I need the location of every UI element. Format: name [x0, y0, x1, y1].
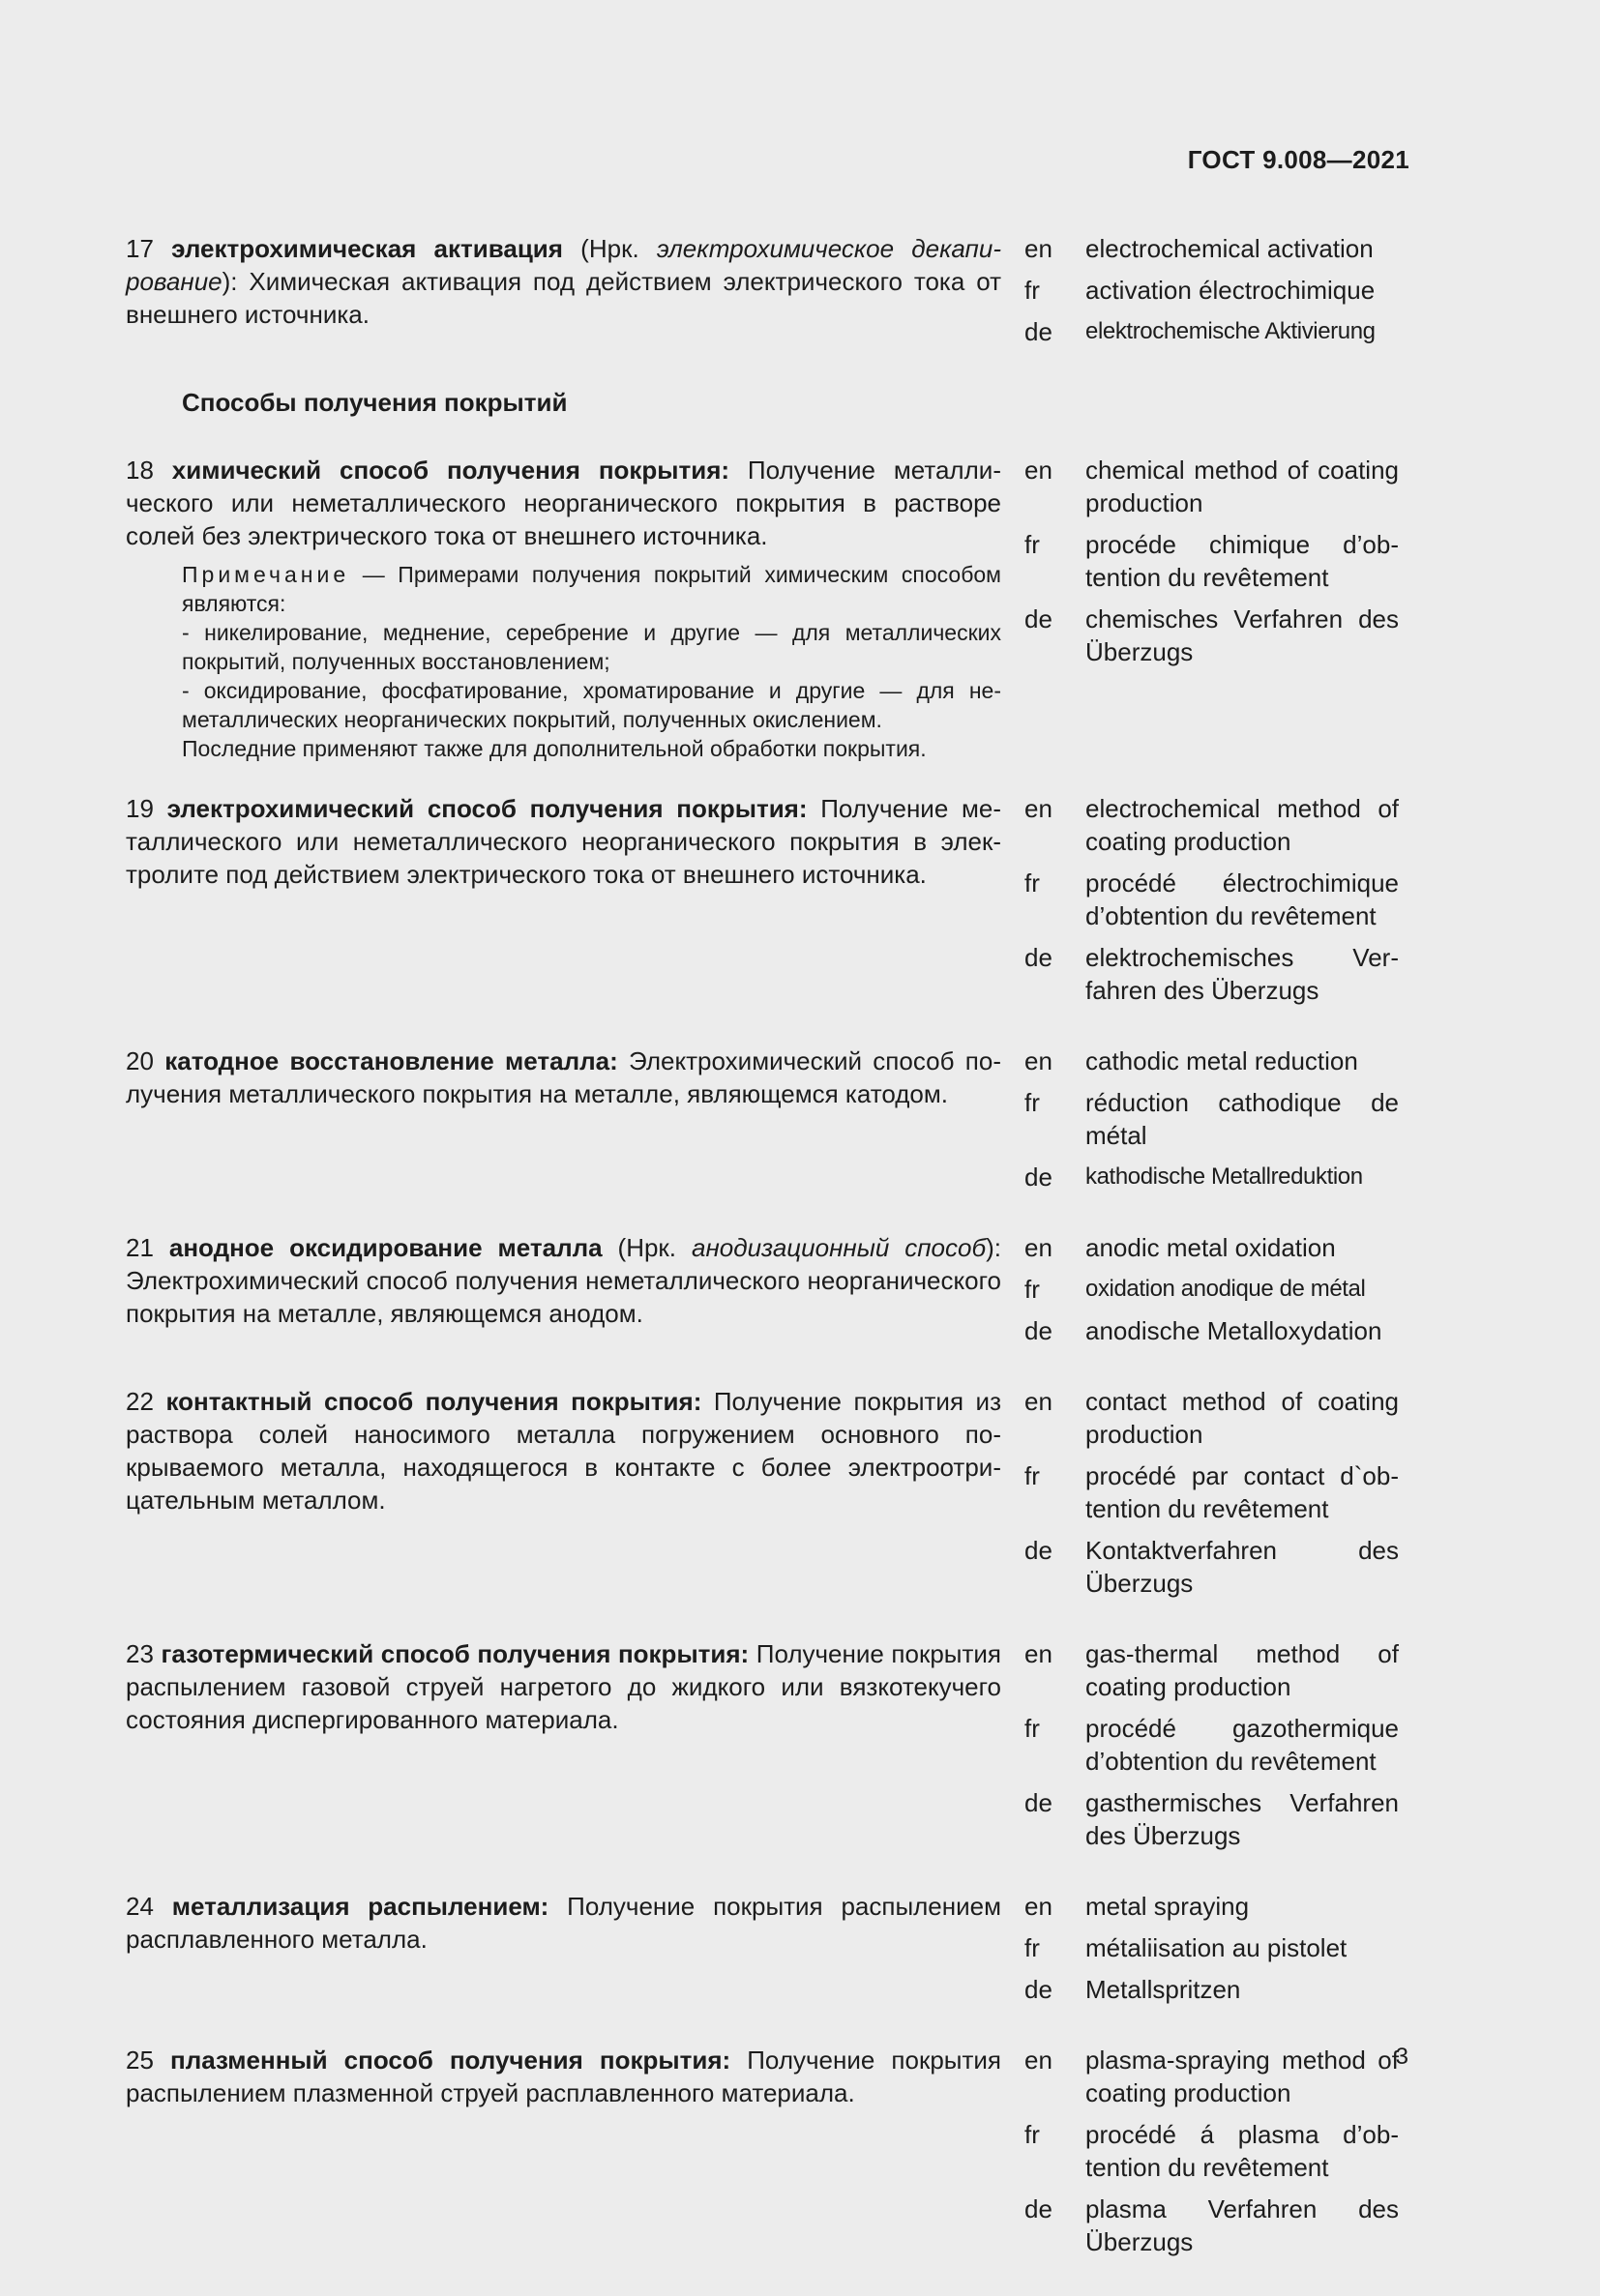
term-fr: oxidation anodique de métal — [1085, 1276, 1366, 1302]
term-translations — [1024, 454, 1399, 677]
term-en: contact method of coating production — [1085, 1387, 1399, 1449]
term-translations — [1024, 792, 1399, 1016]
term-ru-text — [126, 454, 1001, 763]
term-fr: procédé á plasma d’obtention du revêtement — [1085, 2120, 1399, 2182]
translation-de — [1024, 1161, 1399, 1193]
term-number: 24 — [126, 1892, 154, 1921]
term-name: контактный способ получения покрытия: — [165, 1387, 702, 1416]
term-name: металлизация распылением: — [171, 1892, 549, 1921]
term-fr: procéde chimique d’obtention du revêtement — [1085, 530, 1399, 592]
term-synonym: анодизационный способ — [691, 1233, 987, 1262]
translation-en — [1024, 792, 1399, 858]
translation-fr — [1024, 1459, 1399, 1525]
lang-code-de: de — [1024, 943, 1052, 972]
term-entry-20 — [126, 1045, 1399, 1202]
term-entry-21 — [126, 1231, 1399, 1356]
lang-code-de: de — [1024, 2194, 1052, 2223]
translation-fr — [1024, 1931, 1399, 1964]
lang-code-en: en — [1024, 456, 1052, 485]
translation-de — [1024, 603, 1399, 668]
lang-code-en: en — [1024, 234, 1052, 263]
lang-code-de: de — [1024, 1163, 1052, 1192]
term-translations — [1024, 1231, 1399, 1356]
term-fr: procédé gazothermique d’obtention du revêtement — [1085, 1714, 1399, 1776]
term-ru-text — [126, 1231, 1001, 1330]
lang-code-fr: fr — [1024, 276, 1040, 305]
term-de: chemisches Verfahren des Überzugs — [1085, 604, 1399, 666]
lang-code-en: en — [1024, 1387, 1052, 1416]
term-translations — [1024, 2044, 1399, 2267]
term-synonym: электрохимическое декапирование — [126, 234, 1001, 296]
term-entry-19 — [126, 792, 1399, 1016]
term-name: плазменный способ получения покрытия: — [170, 2046, 731, 2075]
translation-fr — [1024, 1086, 1399, 1152]
term-en: cathodic metal reduction — [1085, 1046, 1358, 1075]
translation-fr — [1024, 2118, 1399, 2184]
note-item: - никелирование, меднение, серебрение и другие — для металлических покрытий, полученных восстановлением; — [182, 620, 1001, 674]
translation-fr — [1024, 1712, 1399, 1778]
lang-code-de: de — [1024, 1536, 1052, 1565]
term-number: 25 — [126, 2046, 154, 2075]
term-ru-text — [126, 232, 1001, 331]
lang-code-de: de — [1024, 604, 1052, 633]
translation-en — [1024, 232, 1399, 265]
term-fr: réduction cathodique de métal — [1085, 1088, 1399, 1150]
translation-en — [1024, 1637, 1399, 1703]
term-definition: Получение покрытия распылением расплавленного металла. — [126, 1892, 1001, 1954]
term-en: electrochemical method of coating production — [1085, 794, 1399, 856]
term-number: 17 — [126, 234, 154, 263]
term-definition: Получение покрытия распылением газовой струей нагретого до жидкого или вязкотекучего состояния диспергированного материала. — [126, 1639, 1001, 1734]
term-translations — [1024, 1637, 1399, 1861]
term-translations — [1024, 1045, 1399, 1202]
term-ru-text — [126, 792, 1001, 891]
lang-code-de: de — [1024, 1975, 1052, 2004]
lang-code-fr: fr — [1024, 1461, 1040, 1490]
lang-code-fr: fr — [1024, 1275, 1040, 1304]
term-number: 18 — [126, 456, 154, 485]
lang-code-de: de — [1024, 1316, 1052, 1345]
term-definition: Получение покрытия из раствора солей наносимого металла погружением основного покрываемого металла, находящегося в контакте с более электроотрицательным металлом. — [126, 1387, 1001, 1515]
lang-code-en: en — [1024, 1892, 1052, 1921]
term-number: 23 — [126, 1639, 154, 1668]
term-de: anodische Metalloxydation — [1085, 1316, 1382, 1345]
term-name: электрохимический способ получения покрытия: — [166, 794, 808, 823]
term-translations — [1024, 1890, 1399, 2015]
lang-code-fr: fr — [1024, 1088, 1040, 1117]
section-title: Способы получения покрытий — [182, 388, 568, 417]
note-item: Последние применяют также для дополнительной обработки покрытия. — [182, 736, 927, 761]
term-en: plasma-spraying method of coating production — [1085, 2046, 1399, 2107]
translation-en — [1024, 1890, 1399, 1923]
translation-de — [1024, 1973, 1399, 2006]
term-en: metal spraying — [1085, 1892, 1250, 1921]
term-entry-18 — [126, 454, 1399, 763]
term-number: 22 — [126, 1387, 154, 1416]
translation-fr — [1024, 867, 1399, 932]
translation-fr — [1024, 1273, 1399, 1306]
lang-code-fr: fr — [1024, 1933, 1040, 1962]
note-label: Примечание — [182, 562, 350, 587]
lang-code-en: en — [1024, 2046, 1052, 2075]
term-de: kathodische Metallreduktion — [1085, 1163, 1363, 1190]
term-ru-text — [126, 2044, 1001, 2109]
translation-de — [1024, 315, 1399, 348]
note-intro: — Примерами получения покрытий химическим способом являются: — [182, 562, 1001, 616]
translation-de — [1024, 2193, 1399, 2258]
term-entry-23 — [126, 1637, 1399, 1861]
translation-en — [1024, 1045, 1399, 1077]
term-fr: procédé électrochimique d’obtention du revêtement — [1085, 868, 1399, 930]
synonym-prefix: (Нрк. — [602, 1233, 692, 1262]
document-code: ГОСТ 9.008—2021 — [1187, 145, 1409, 174]
term-en: electrochemical activation — [1085, 234, 1374, 263]
lang-code-de: de — [1024, 317, 1052, 346]
term-ru-text — [126, 1890, 1001, 1956]
translation-en — [1024, 1231, 1399, 1264]
lang-code-en: en — [1024, 1639, 1052, 1668]
term-entry-22 — [126, 1385, 1399, 1608]
term-definition: Получение металлического или неметаллического неорганического покрытия в растворе солей без электрического тока от внешнего источника. — [126, 456, 1001, 550]
term-de: elektrochemisches Verfahren des Überzugs — [1085, 943, 1399, 1005]
term-entry-17 — [126, 232, 1399, 357]
translation-fr — [1024, 274, 1399, 307]
lang-code-en: en — [1024, 1233, 1052, 1262]
synonym-suffix: ): — [222, 267, 250, 296]
term-definition: Химическая активация под действием электрического тока от внешнего источника. — [126, 267, 1001, 329]
lang-code-en: en — [1024, 1046, 1052, 1075]
term-fr: activation électrochimique — [1085, 276, 1376, 305]
term-number: 19 — [126, 794, 154, 823]
term-en: gas-thermal method of coating production — [1085, 1639, 1399, 1701]
lang-code-fr: fr — [1024, 1714, 1040, 1743]
term-en: anodic metal oxidation — [1085, 1233, 1336, 1262]
term-de: Kontaktverfahren des Überzugs — [1085, 1536, 1399, 1598]
translation-de — [1024, 1534, 1399, 1600]
translation-fr — [1024, 528, 1399, 594]
page-number: 3 — [1395, 2044, 1408, 2070]
term-ru-text — [126, 1637, 1001, 1736]
lang-code-de: de — [1024, 1788, 1052, 1817]
term-ru-text — [126, 1385, 1001, 1516]
translation-en — [1024, 2044, 1399, 2109]
term-fr: métaliisation au pistolet — [1085, 1933, 1348, 1962]
lang-code-fr: fr — [1024, 2120, 1040, 2149]
term-translations — [1024, 1385, 1399, 1608]
term-translations — [1024, 232, 1399, 357]
term-de: gasthermisches Verfahren des Überzugs — [1085, 1788, 1399, 1850]
term-name: газотермический способ получения покрытия: — [161, 1639, 750, 1668]
term-name: электрохимическая активация — [171, 234, 563, 263]
lang-code-en: en — [1024, 794, 1052, 823]
translation-de — [1024, 941, 1399, 1007]
term-definition: Электрохимический способ получения неметаллического неорганического покрытия на металле, являющемся анодом. — [126, 1266, 1001, 1328]
term-definition: Электрохимический способ получения металлического покрытия на металле, являющемся катодом. — [126, 1046, 1001, 1108]
terms-list — [126, 232, 1399, 2296]
lang-code-fr: fr — [1024, 530, 1040, 559]
lang-code-fr: fr — [1024, 868, 1040, 898]
term-name: катодное восстановление металла: — [164, 1046, 618, 1075]
term-entry-25 — [126, 2044, 1399, 2267]
term-de: elektrochemische Aktivierung — [1085, 318, 1376, 344]
note-block — [126, 560, 1001, 763]
term-de: plasma Verfahren des Überzugs — [1085, 2194, 1399, 2256]
term-definition: Получение покрытия распылением плазменной струей расплавленного материала. — [126, 2046, 1001, 2107]
term-definition: Получение металлического или неметаллического неорганического покрытия в электролите под действием электрического тока от внешнего источника. — [126, 794, 1001, 889]
note-item: - оксидирование, фосфатирование, хроматирование и другие — для неметаллических неорганических покрытий, полученных окислением. — [182, 678, 1001, 732]
term-number: 21 — [126, 1233, 154, 1262]
term-en: chemical method of coating production — [1085, 456, 1399, 517]
synonym-prefix: (Нрк. — [562, 234, 657, 263]
synonym-suffix: ): — [986, 1233, 1001, 1262]
translation-en — [1024, 1385, 1399, 1451]
term-entry-24 — [126, 1890, 1399, 2015]
translation-en — [1024, 454, 1399, 519]
term-ru-text — [126, 1045, 1001, 1110]
term-number: 20 — [126, 1046, 154, 1075]
term-name: химический способ получения покрытия: — [171, 456, 730, 485]
translation-de — [1024, 1786, 1399, 1852]
translation-de — [1024, 1314, 1399, 1347]
term-name: анодное оксидирование металла — [168, 1233, 603, 1262]
term-fr: procédé par contact d`obtention du revêtement — [1085, 1461, 1399, 1523]
term-de: Metallspritzen — [1085, 1975, 1241, 2004]
